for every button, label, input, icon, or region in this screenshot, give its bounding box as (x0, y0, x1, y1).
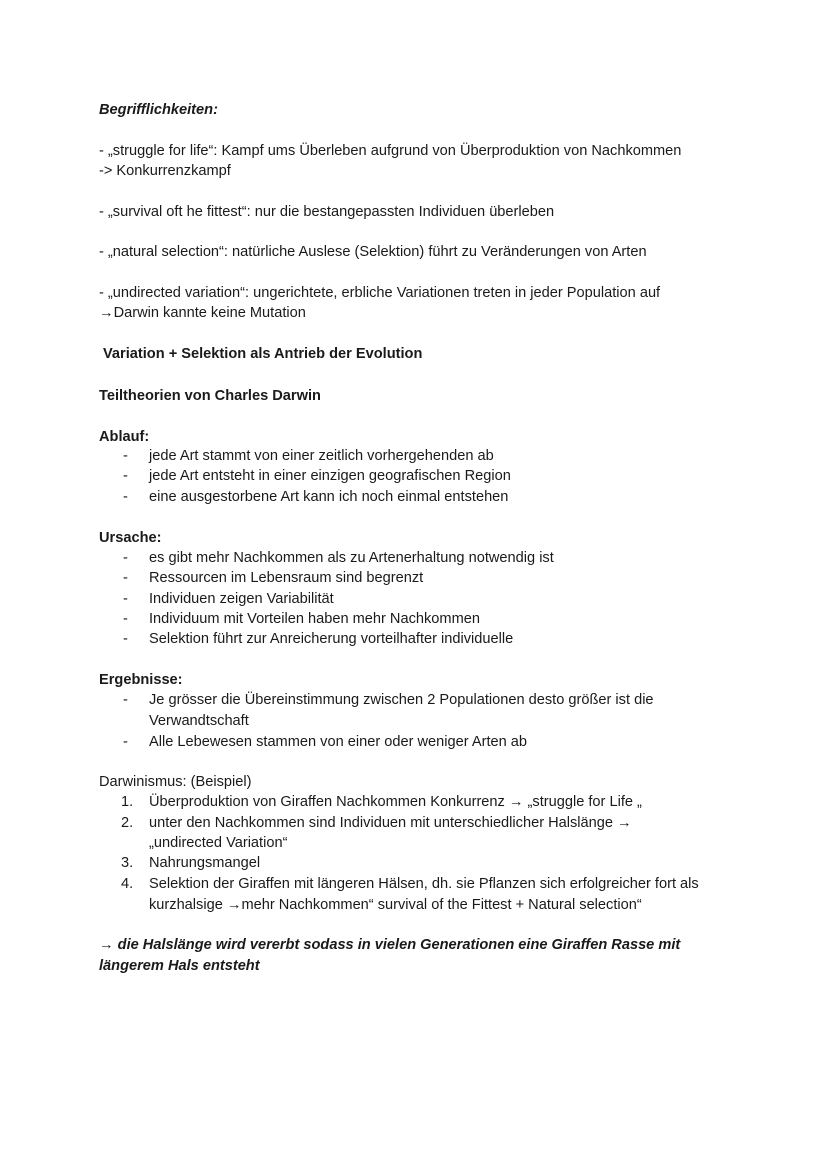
term-struggle-line1: - „struggle for life“: Kampf ums Überleben aufgrund von Überproduktion von Nachkommen (99, 143, 682, 159)
numbered-item-continuation: „undirected Variation“ (149, 835, 288, 851)
ursache-heading: Ursache: (99, 530, 162, 546)
list-bullet: - (123, 468, 128, 484)
terms-heading: Begrifflichkeiten: (99, 102, 218, 118)
list-item: eine ausgestorbene Art kann ich noch einmal entstehen (149, 489, 509, 505)
list-number: 3. (121, 855, 134, 871)
term-undirected-line2: →Darwin kannte keine Mutation (99, 305, 306, 321)
darwin-heading: Teiltheorien von Charles Darwin (99, 388, 321, 404)
term-struggle-line2: -> Konkurrenzkampf (99, 163, 231, 179)
list-item-continuation: Verwandtschaft (149, 713, 249, 729)
list-bullet: - (123, 489, 128, 505)
list-bullet: - (123, 448, 128, 464)
list-bullet: - (123, 570, 128, 586)
ablauf-heading: Ablauf: (99, 429, 150, 445)
term-natural-selection: - „natural selection“: natürliche Auslese (Selektion) führt zu Veränderungen von Arten (99, 244, 647, 260)
list-item: Alle Lebewesen stammen von einer oder weniger Arten ab (149, 734, 528, 750)
numbered-item-continuation: kurzhalsige →mehr Nachkommen“ survival of the Fittest + Natural selection“ (149, 897, 642, 913)
list-item: Ressourcen im Lebensraum sind begrenzt (149, 570, 424, 586)
variation-heading: Variation + Selektion als Antrieb der Evolution (103, 346, 423, 362)
numbered-item: Nahrungsmangel (149, 855, 261, 871)
list-bullet: - (123, 591, 128, 607)
conclusion-line2: längerem Hals entsteht (99, 958, 260, 974)
term-survival: - „survival oft he fittest“: nur die bestangepassten Individuen überleben (99, 204, 555, 220)
list-bullet: - (123, 692, 128, 708)
list-item: Individuum mit Vorteilen haben mehr Nachkommen (149, 611, 480, 627)
numbered-item: Selektion der Giraffen mit längeren Hälsen, dh. sie Pflanzen sich erfolgreicher fort als (149, 876, 699, 892)
ergebnisse-heading: Ergebnisse: (99, 672, 183, 688)
list-item: Je grösser die Übereinstimmung zwischen 2 Populationen desto größer ist die (149, 692, 654, 708)
list-number: 1. (121, 794, 134, 810)
list-item: jede Art entsteht in einer einzigen geografischen Region (149, 468, 511, 484)
list-bullet: - (123, 631, 128, 647)
term-undirected-line1: - „undirected variation“: ungerichtete, erbliche Variationen treten in jeder Population auf (99, 285, 661, 301)
list-number: 4. (121, 876, 134, 892)
darwinismus-heading: Darwinismus: (Beispiel) (99, 774, 252, 790)
list-item: Individuen zeigen Variabilität (149, 591, 334, 607)
list-bullet: - (123, 611, 128, 627)
list-item: es gibt mehr Nachkommen als zu Artenerhaltung notwendig ist (149, 550, 554, 566)
list-item: Selektion führt zur Anreicherung vorteilhafter individuelle (149, 631, 514, 647)
list-item: jede Art stammt von einer zeitlich vorhergehenden ab (149, 448, 494, 464)
list-bullet: - (123, 734, 128, 750)
conclusion-line1: → die Halslänge wird vererbt sodass in vielen Generationen eine Giraffen Rasse mit (99, 937, 681, 953)
list-number: 2. (121, 815, 134, 831)
list-bullet: - (123, 550, 128, 566)
numbered-item: Überproduktion von Giraffen Nachkommen Konkurrenz → „struggle for Life „ (149, 794, 642, 810)
numbered-item: unter den Nachkommen sind Individuen mit unterschiedlicher Halslänge → (149, 815, 632, 831)
